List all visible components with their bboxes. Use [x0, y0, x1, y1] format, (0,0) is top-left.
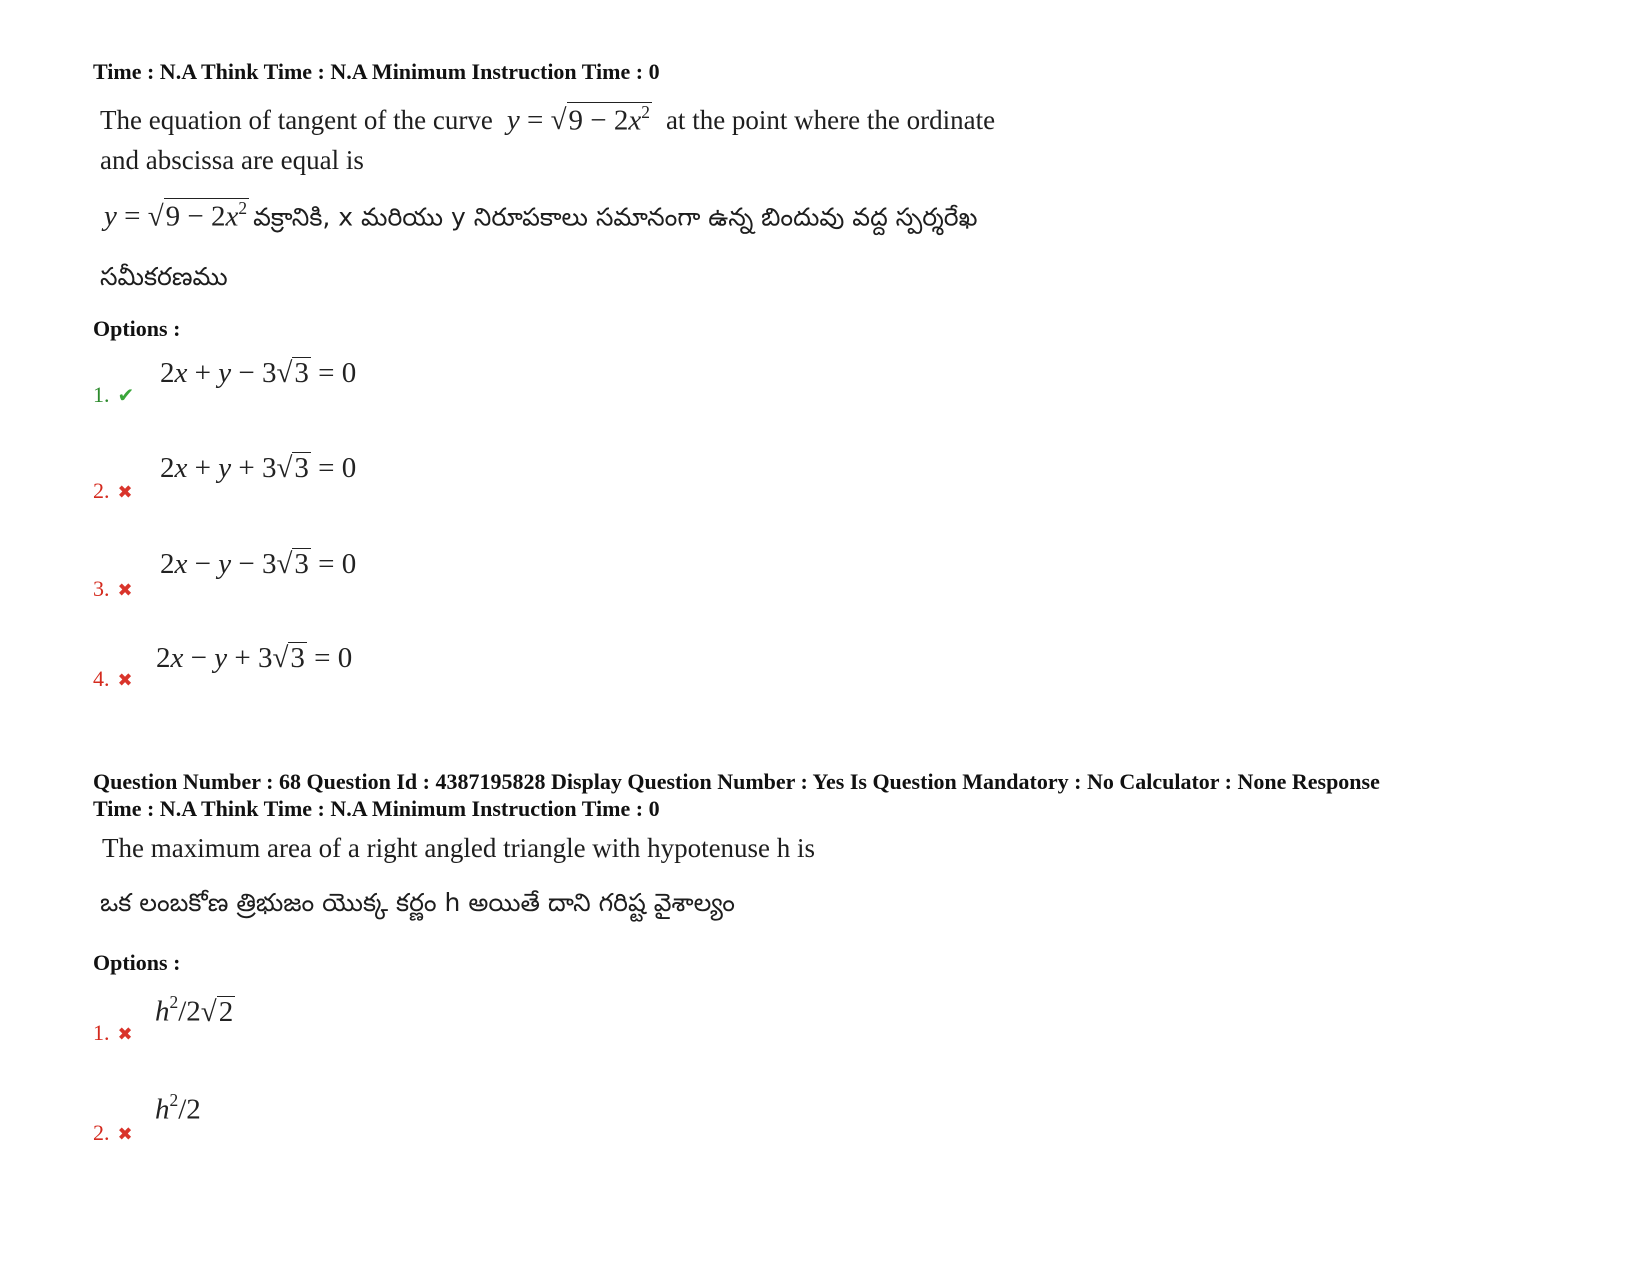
- cross-icon: ✖: [117, 670, 133, 691]
- q67-option-3-formula: 2x − y − 3√3 = 0: [160, 548, 357, 580]
- q68-option-2: [93, 1120, 133, 1146]
- q68-options-label: Options :: [93, 950, 181, 975]
- q67-question-te-line2: సమీకరణము: [100, 262, 228, 291]
- check-icon: ✔: [117, 383, 135, 407]
- q67-question-en-line1: The equation of tangent of the curve $y = √9 - 2x^2$ at the point where the ordinate: [100, 101, 996, 136]
- cross-icon: ✖: [117, 1024, 133, 1045]
- q68-meta-line2: Time : N.A Think Time : N.A Minimum Instruction Time : 0: [93, 796, 660, 821]
- q68-question-te: ఒక లంబకోణ త్రిభుజం యొక్క కర్ణం h అయితే దాని గరిష్ట వైశాల్యం: [100, 888, 735, 917]
- option-number: 3.: [93, 576, 110, 601]
- q68-meta-line1: Question Number : 68 Question Id : 4387195828 Display Question Number : Yes Is Question Mandatory : No Calculator : None Response: [93, 769, 1380, 794]
- q67-question-en-line2: and abscissa are equal is: [100, 145, 364, 175]
- q67-option-4-formula: 2x − y + 3√3 = 0: [156, 642, 353, 674]
- q67-curve-equation: $y = √9 - 2x^2$: [506, 101, 650, 136]
- cross-icon: ✖: [117, 1124, 133, 1145]
- q67-option-1-formula: 2x + y − 3√3 = 0: [160, 357, 357, 389]
- option-number: 1.: [93, 1020, 110, 1045]
- q67-option-4: [93, 666, 133, 692]
- q68-question-en: The maximum area of a right angled triangle with hypotenuse h is: [102, 833, 816, 863]
- q68-option-1-formula: $h^2/2√2$: [155, 992, 234, 1028]
- q68-option-2-formula: $h^2/2$: [155, 1090, 201, 1126]
- q67-curve-equation-te: $y = √9 - 2x^2$: [104, 198, 248, 233]
- option-number: 1.: [93, 382, 110, 407]
- option-number: 4.: [93, 666, 110, 691]
- q67-option-3: [93, 576, 133, 602]
- q67-options-label: Options :: [93, 316, 181, 341]
- q68-option-1: [93, 1020, 133, 1046]
- q67-meta: Time : N.A Think Time : N.A Minimum Instruction Time : 0: [93, 59, 660, 84]
- q67-option-2: [93, 478, 133, 504]
- cross-icon: ✖: [117, 482, 133, 503]
- q67-question-te-line1: $y = √9 - 2x^2$ వక్రానికి, x మరియు y నిరూపకాలు సమానంగా ఉన్న బిందువు వద్ద స్పర్శరేఖ: [104, 198, 978, 233]
- option-number: 2.: [93, 478, 110, 503]
- q67-option-2-formula: 2x + y + 3√3 = 0: [160, 452, 357, 484]
- q67-option-1: [93, 382, 134, 408]
- cross-icon: ✖: [117, 580, 133, 601]
- option-number: 2.: [93, 1120, 110, 1145]
